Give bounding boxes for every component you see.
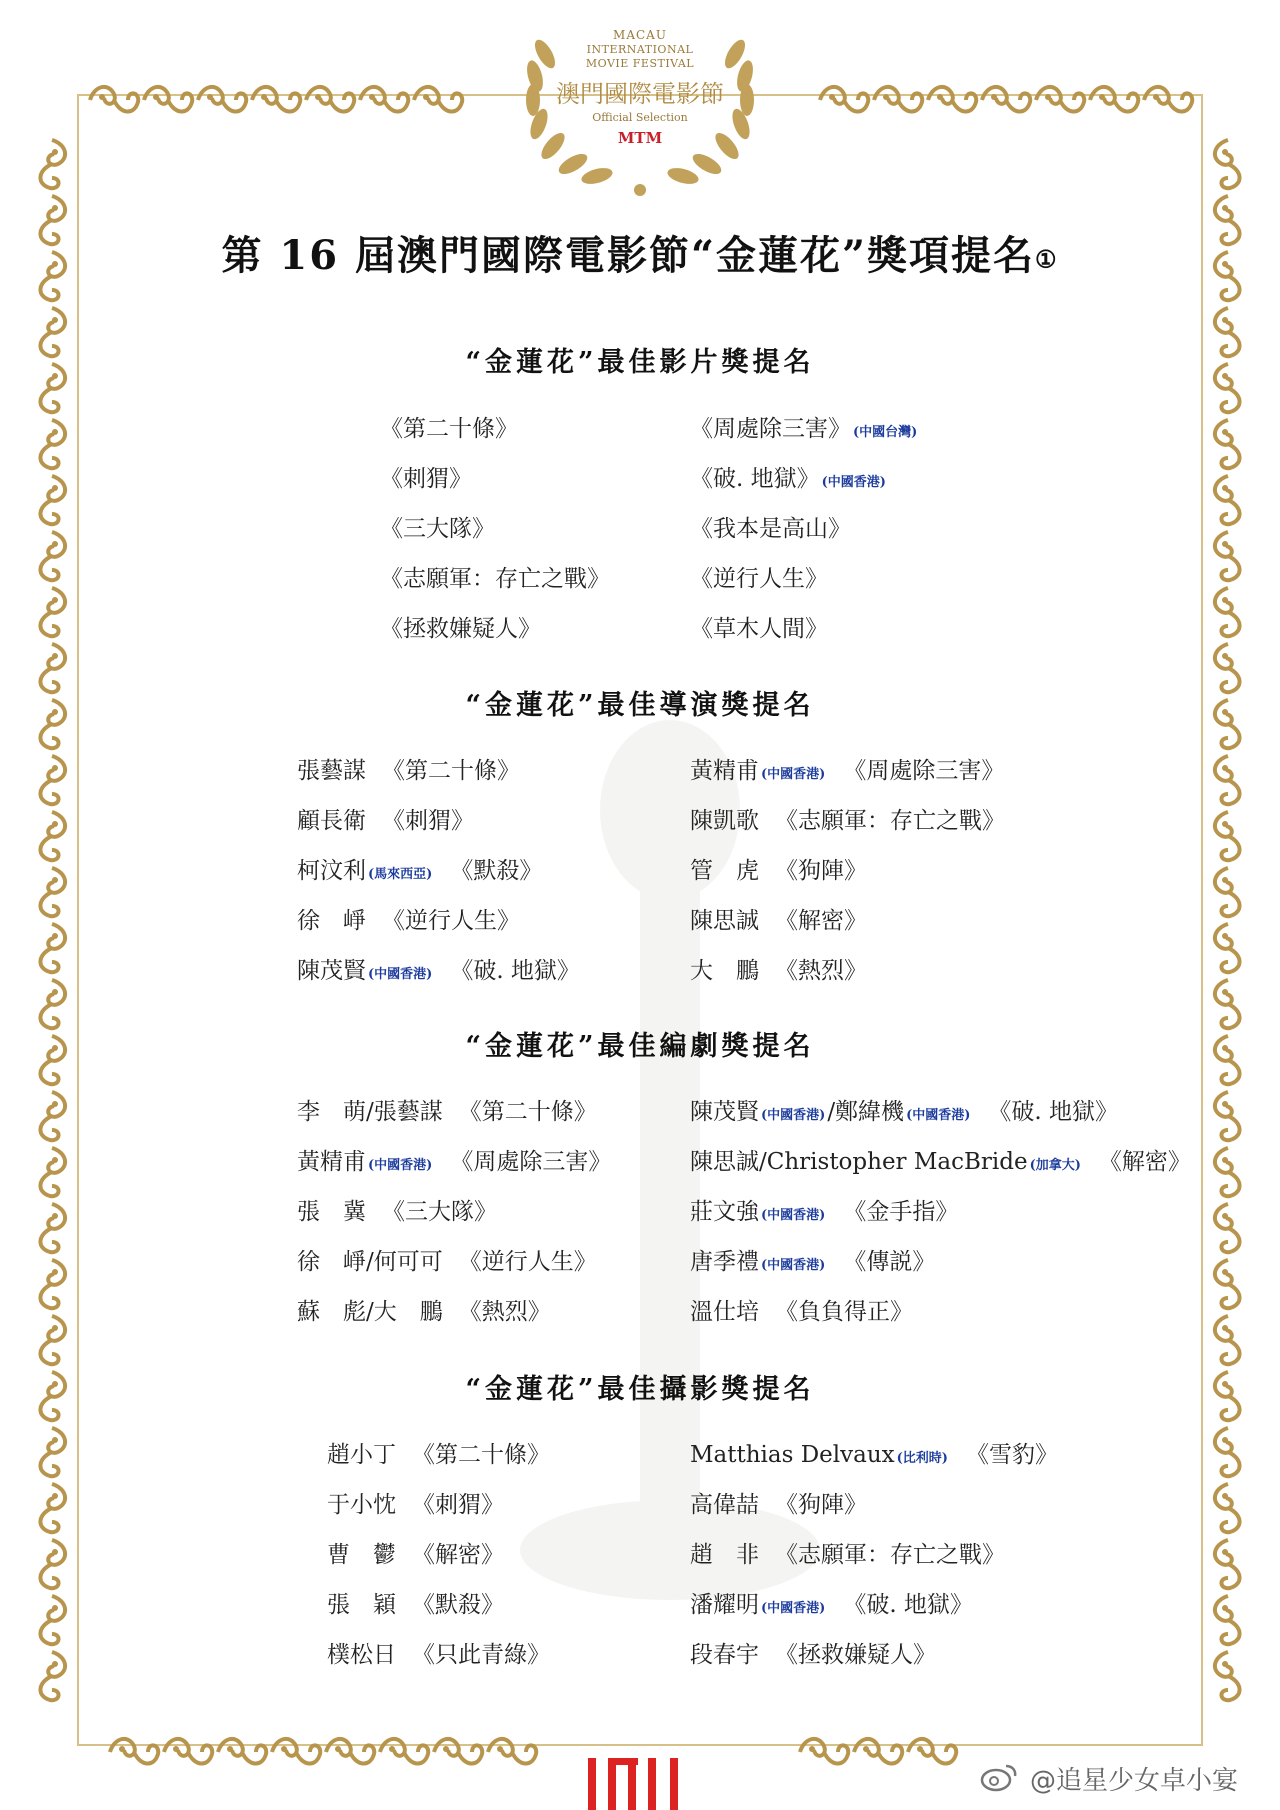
nominee-name: 管 虎 [690, 858, 759, 884]
section-title: “金蓮花”最佳攝影獎提名 [465, 1374, 815, 1405]
film-title: 《破. 地獄》 [843, 1592, 973, 1618]
region-tag: (中國台灣) [853, 425, 918, 440]
nominee-entry [327, 1486, 504, 1519]
nominee-entry [690, 1486, 867, 1519]
nominee-name: 唐季禮 [690, 1249, 759, 1275]
film-title: 《負負得正》 [775, 1299, 913, 1325]
region-tag: (馬來西亞) [368, 867, 433, 882]
nominee-entry [690, 510, 851, 543]
nominee-entry [297, 752, 520, 785]
nominee-entry [297, 1193, 497, 1226]
film-title: 《逆行人生》 [382, 908, 520, 934]
page-title-text: 第 16 屆澳門國際電影節“金蓮花”獎項提名 [221, 232, 1035, 279]
film-title: 《狗陣》 [775, 1492, 867, 1518]
nominee-name: 張 冀 [297, 1199, 366, 1225]
region-tag: (中國香港) [761, 767, 826, 782]
nominee-entry [297, 852, 542, 885]
film-title: 《刺猬》 [382, 808, 474, 834]
nominee-entry [690, 1536, 1005, 1569]
section-title: “金蓮花”最佳影片獎提名 [465, 347, 815, 378]
film-title: 《雪豹》 [965, 1442, 1058, 1468]
film-title: 《解密》 [775, 908, 867, 934]
film-title: 《第二十條》 [382, 758, 520, 784]
nominee-name: 陳凱歌 [690, 808, 759, 834]
nominee-name: 黃精甫 [297, 1149, 366, 1175]
nominee-name: 張藝謀 [297, 758, 366, 784]
nominee-name: 陳茂賢 [690, 1099, 759, 1125]
nominee-entry [297, 1143, 611, 1176]
nominee-entry [690, 1293, 913, 1326]
nominee-entry [297, 902, 520, 935]
region-tag: (中國香港) [761, 1208, 826, 1223]
nominee-entry [690, 1636, 936, 1669]
red-stamp-logo [578, 1748, 698, 1810]
nominee-entry [690, 460, 888, 493]
nominee-entry [690, 1586, 973, 1619]
nominee-entry [690, 1243, 935, 1276]
film-title: 《三大隊》 [380, 516, 495, 542]
film-title: 《拯救嫌疑人》 [380, 616, 541, 642]
nominee-entry [690, 1143, 1191, 1176]
nominee-entry [690, 752, 1004, 785]
emblem-brand: MTM [617, 129, 663, 147]
nominee-name: 高偉喆 [690, 1492, 759, 1518]
nominee-name: 徐 崢/何可可 [297, 1249, 443, 1275]
film-title: 《解密》 [1098, 1149, 1191, 1175]
film-title: 《破. 地獄》 [450, 958, 580, 984]
film-title: 《狗陣》 [775, 858, 867, 884]
nominee-name: 陳思誠 [690, 908, 759, 934]
nominee-name: 潘耀明 [690, 1592, 759, 1618]
section-title: “金蓮花”最佳導演獎提名 [465, 690, 815, 721]
emblem-line-movie-festival: MOVIE FESTIVAL [585, 57, 695, 70]
nominee-entry [380, 410, 518, 443]
film-title: 《第二十條》 [380, 416, 518, 442]
nominee-entry [327, 1436, 550, 1469]
emblem-official-selection: Official Selection [592, 111, 688, 124]
nominee-name: 柯汶利 [297, 858, 366, 884]
nominee-name: 李 萌/張藝謀 [297, 1099, 443, 1125]
film-title: 《志願軍：存亡之戰》 [775, 1542, 1005, 1568]
film-title: 《我本是高山》 [690, 516, 851, 542]
nominee-entry [327, 1536, 504, 1569]
page-title-mark: ① [1035, 244, 1059, 274]
nominee-name: 黃精甫 [690, 758, 759, 784]
nominee-entry [690, 1193, 958, 1226]
nominee-name: /鄭緯機 [827, 1099, 905, 1125]
nominee-entry [690, 1093, 1118, 1126]
nominee-entry [690, 902, 867, 935]
nominee-name: 段春宇 [690, 1642, 759, 1668]
film-title: 《草木人間》 [690, 616, 828, 642]
film-title: 《志願軍：存亡之戰》 [775, 808, 1005, 834]
film-title: 《第二十條》 [458, 1099, 597, 1125]
region-tag: (中國香港) [761, 1601, 826, 1616]
weibo-icon [980, 1762, 1018, 1792]
nominee-name: 趙小丁 [327, 1442, 396, 1468]
nominee-entry [690, 1436, 1058, 1469]
page-title [0, 224, 1280, 281]
film-title: 《默殺》 [412, 1592, 504, 1618]
film-title: 《刺猬》 [380, 466, 472, 492]
nominee-name: 大 鵬 [690, 958, 759, 984]
film-title: 《周處除三害》 [690, 416, 851, 442]
region-tag: (中國香港) [821, 475, 886, 490]
nominee-entry [297, 1093, 597, 1126]
nominee-entry [690, 560, 828, 593]
nominee-name: 于小忱 [327, 1492, 396, 1518]
nominee-name: 曹 鬱 [327, 1542, 396, 1568]
nominee-name: 徐 崢 [297, 908, 366, 934]
nominee-name: 張 穎 [327, 1592, 396, 1618]
region-tag: (中國香港) [761, 1258, 826, 1273]
nominee-entry [690, 852, 867, 885]
nominee-entry [690, 802, 1005, 835]
nominee-name: 陳思誠/Christopher MacBride [690, 1149, 1028, 1175]
nominee-name: 顧長衛 [297, 808, 366, 834]
film-title: 《周處除三害》 [843, 758, 1005, 784]
nominee-entry [297, 952, 580, 985]
film-title: 《拯救嫌疑人》 [775, 1642, 936, 1668]
festival-emblem [505, 14, 775, 204]
region-tag: (比利時) [896, 1451, 948, 1466]
section-title: “金蓮花”最佳編劇獎提名 [465, 1031, 815, 1062]
nominee-name: 溫仕培 [690, 1299, 759, 1325]
film-title: 《周處除三害》 [450, 1149, 612, 1175]
film-title: 《傳説》 [843, 1249, 936, 1275]
region-tag: (中國香港) [368, 967, 433, 982]
film-title: 《第二十條》 [412, 1442, 550, 1468]
film-title: 《只此青綠》 [412, 1642, 550, 1668]
nominee-name: 樸松日 [327, 1642, 396, 1668]
film-title: 《解密》 [412, 1542, 504, 1568]
nominee-entry [297, 1243, 597, 1276]
film-title: 《志願軍：存亡之戰》 [380, 566, 610, 592]
nominee-entry [380, 510, 495, 543]
film-title: 《三大隊》 [382, 1199, 497, 1225]
nominee-name: 趙 非 [690, 1542, 759, 1568]
watermark-credit: @追星少女卓小宴 [1029, 1766, 1238, 1796]
film-title: 《破. 地獄》 [690, 466, 820, 492]
film-title: 《刺猬》 [412, 1492, 504, 1518]
film-title: 《熱烈》 [775, 958, 867, 984]
film-title: 《破. 地獄》 [988, 1099, 1118, 1125]
nominee-entry [327, 1586, 504, 1619]
nominee-entry [327, 1636, 550, 1669]
film-title: 《逆行人生》 [458, 1249, 597, 1275]
nominee-entry [297, 802, 474, 835]
region-tag: (中國香港) [761, 1108, 826, 1123]
nominee-name: 陳茂賢 [297, 958, 366, 984]
region-tag: (中國香港) [906, 1108, 971, 1123]
region-tag: (加拿大) [1029, 1158, 1081, 1173]
nominee-entry [380, 560, 610, 593]
emblem-line-international: INTERNATIONAL [586, 43, 694, 56]
film-title: 《熱烈》 [458, 1299, 551, 1325]
nominee-entry [690, 410, 919, 443]
nominee-name: 莊文強 [690, 1199, 759, 1225]
film-title: 《逆行人生》 [690, 566, 828, 592]
nominee-entry [690, 952, 867, 985]
nominee-name: Matthias Delvaux [690, 1442, 895, 1468]
nominee-entry [690, 610, 828, 643]
nominee-entry [297, 1293, 551, 1326]
nominee-entry [380, 460, 472, 493]
emblem-chinese-name: 澳門國際電影節 [556, 80, 724, 108]
film-title: 《金手指》 [843, 1199, 959, 1225]
nominee-entry [380, 610, 541, 643]
film-title: 《默殺》 [450, 858, 543, 884]
emblem-line-macau: MACAU [613, 28, 667, 42]
nominee-name: 蘇 彪/大 鵬 [297, 1299, 443, 1325]
region-tag: (中國香港) [368, 1158, 433, 1173]
